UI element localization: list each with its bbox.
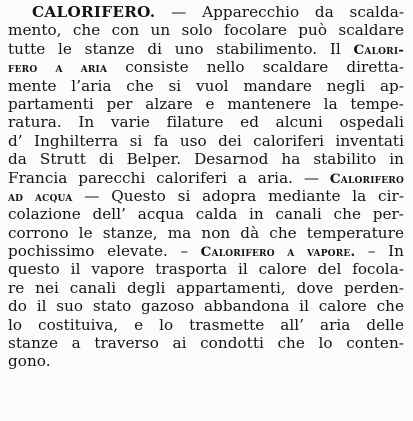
entry-text-line [8, 279, 404, 297]
entry-text-line [8, 205, 404, 223]
entry-text: — Apparecchio da scalda- [155, 3, 404, 21]
entry-text-line [8, 113, 404, 131]
entry-text: pochissimo elevate. – [8, 242, 201, 261]
cross-reference-term: ad acqua [8, 188, 73, 205]
entry-text-line [8, 224, 404, 242]
entry-text-line [8, 316, 404, 334]
entry-text-line [8, 132, 404, 150]
entry-text: — Questo si adopra mediante la cir- [72, 186, 405, 205]
entry-text: lo costituiva, e lo trasmette all’ aria delle [8, 315, 404, 334]
entry-text-line [8, 187, 404, 205]
entry-text: da Strutt di Belper. Desarnod ha stabilito in [8, 150, 404, 169]
entry-text: consiste nello scaldare diretta- [107, 58, 405, 77]
entry-text: gono. [8, 352, 51, 371]
entry-text-line [8, 40, 404, 58]
entry-text: – In [355, 242, 405, 261]
entry-text: mento, che con un solo focolare può scaldare [8, 21, 404, 40]
entry-text: tutte le stanze di uno stabilimento. Il [8, 39, 354, 58]
entry-text: partamenti per alzare e mantenere la tempe- [8, 94, 404, 113]
entry-text-line [8, 58, 404, 76]
cross-reference-term: fero a aria [8, 60, 108, 77]
entry-text: stanze a traverso ai condotti che lo conten- [8, 334, 404, 353]
entry-text: re nei canali degli appartamenti, dove perden- [8, 278, 404, 297]
entry-text: d’ Inghilterra si fa uso dei caloriferi inventati [8, 131, 404, 150]
entry-text: questo il vapore trasporta il calore del focola- [8, 260, 404, 279]
entry-text-line [8, 3, 404, 21]
entry-text: ratura. In varie filature ed alcuni ospedali [8, 113, 404, 132]
cross-reference-term: Calorifero a vapore. [200, 244, 356, 261]
entry-text: Francia parecchi caloriferi a aria. — [8, 168, 330, 187]
entry-text: mente l’aria che si vuol mandare negli ap- [8, 76, 404, 95]
entry-text-line [8, 297, 404, 315]
entry-text-line [8, 21, 404, 39]
entry-text-line [8, 334, 404, 352]
dictionary-entry-calorifero [8, 3, 404, 371]
entry-text-line [8, 260, 404, 278]
entry-text: colazione dell’ acqua calda in canali che per- [8, 205, 404, 224]
cross-reference-term: Calori- [353, 41, 404, 58]
entry-text-line [8, 242, 404, 260]
entry-text-line [8, 95, 404, 113]
entry-text-line [8, 150, 404, 168]
entry-headword: CALORIFERO. [32, 3, 156, 21]
entry-text-line [8, 352, 404, 370]
cross-reference-term: Calorifero [329, 170, 404, 187]
entry-text-line [8, 169, 404, 187]
entry-text: do il suo stato gazoso abbandona il calore che [8, 297, 404, 316]
entry-text: corrono le stanze, ma non dà che temperature [8, 223, 404, 242]
entry-text-line [8, 77, 404, 95]
